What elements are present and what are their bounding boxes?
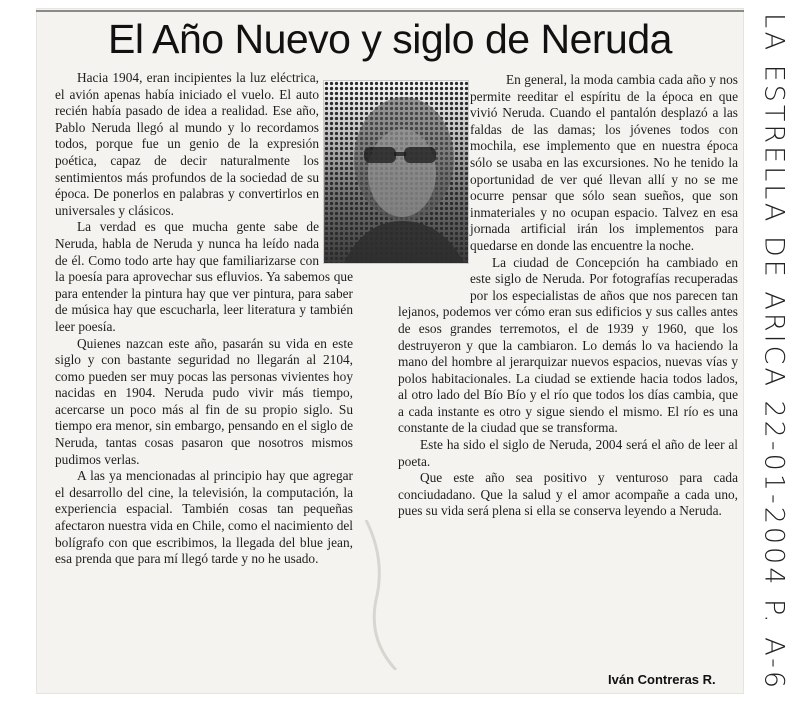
paragraph: Hacia 1904, eran incipientes la luz eléctrica, el avión apenas había iniciado el vuelo. El auto recién había pasado de idea a realidad. Ese año, Pablo Neruda llegó al mundo y lo recordamos todos, porque fue un genio de la expresión poética, capaz de decir naturalmente los sentimientos más profundos de la sociedad de su época. De ponerlos en palabras y convertirlos en universales y clásicos. <box>55 70 319 218</box>
paragraph: A las ya mencionadas al principio hay que agregar el desarrollo del cine, la televisión, la computación, la experiencia espacial. También cosas tan pequeñas afectaron nuestra vida en Chile, como el nacimiento del bolígrafo con que escribimos, la llegada del blue jean, esa prenda que para mí llegó tarde y no he usado. <box>55 468 353 567</box>
author-signature: Iván Contreras R. <box>608 672 716 687</box>
paragraph: Este ha sido el siglo de Neruda, 2004 será el año de leer al poeta. <box>398 437 738 469</box>
paragraph: La verdad es que mucha gente sabe de Neruda, habla de Neruda y nunca ha leído nada de él. Como todo arte hay que familiarizarse con la poesía para aprovechar sus efluvios. Ya sabemos que para entender la pintura hay que ver pintura, para saber de música hay que escucharla, leer literatura y también leer poesía. <box>55 219 353 334</box>
paragraph: En general, la moda cambia cada año y nos permite reeditar el espíritu de la época en que vivió Neruda. Cuando el pantalón desplazó a las faldas de las damas; los jóvenes todos con mochila, ese implemento que en nuestra época sólo se usaba en las excursiones. No he tenido la oportunidad de ver qué llevan allí y no se me ocurre pensar que sólo sean sueños, que son inmateriales y no ocupan espacio. Talvez en esa jornada artificial irán los implementos para quedarse en donde las encuentre la noche. <box>470 72 738 253</box>
paragraph: Que este año sea positivo y venturoso para cada conciudadano. Que la salud y el amor acompañe a cada uno, pues su vida será plena si ella se conserva leyendo a Neruda. <box>398 470 738 519</box>
top-rule <box>36 10 744 12</box>
handwritten-note-text: LA ESTRELLA DE ARICA 22-01-2004 P. A-6 <box>758 12 790 692</box>
article-column-left <box>55 70 353 568</box>
photo-wrap-spacer <box>398 72 470 288</box>
paragraph: La ciudad de Concepción ha cambiado en este siglo de Neruda. Por fotografías recuperadas por los especialistas de años que nos parecen tan lejanos, podemos ver cómo eran sus edificios y sus calles antes de esos grandes terremotos, el de 1939 y 1960, que los destruyeron y que la cambiaron. Lo demás lo va haciendo la mano del hombre al jerarquizar nuevos espacios, nuevas vías y polos habitacionales. La ciudad se extiende hacia todos lados, al otro lado del Bío Bío y el río que todos los días cambia, que a cada instante es otro y sigue siendo el mismo. El río es una constante de la ciudad que se transforma. <box>398 254 738 436</box>
paper-crease <box>356 520 416 670</box>
handwritten-source-note <box>752 12 796 692</box>
article-title: El Año Nuevo y siglo de Neruda <box>108 16 672 62</box>
article-column-right <box>398 72 738 520</box>
paragraph: Quienes nazcan este año, pasarán su vida en este siglo y con bastante seguridad no llegarán al 2104, como pueden ser muy pocas las personas vivientes hoy nacidas en 1904. Neruda pudo vivir más tiempo, acercarse un poco más al fin de su propio siglo. Su tiempo era menor, sin embargo, pensando en el siglo de Neruda, tantas cosas pasaron que nosotros mismos pudimos verlas. <box>55 335 353 467</box>
